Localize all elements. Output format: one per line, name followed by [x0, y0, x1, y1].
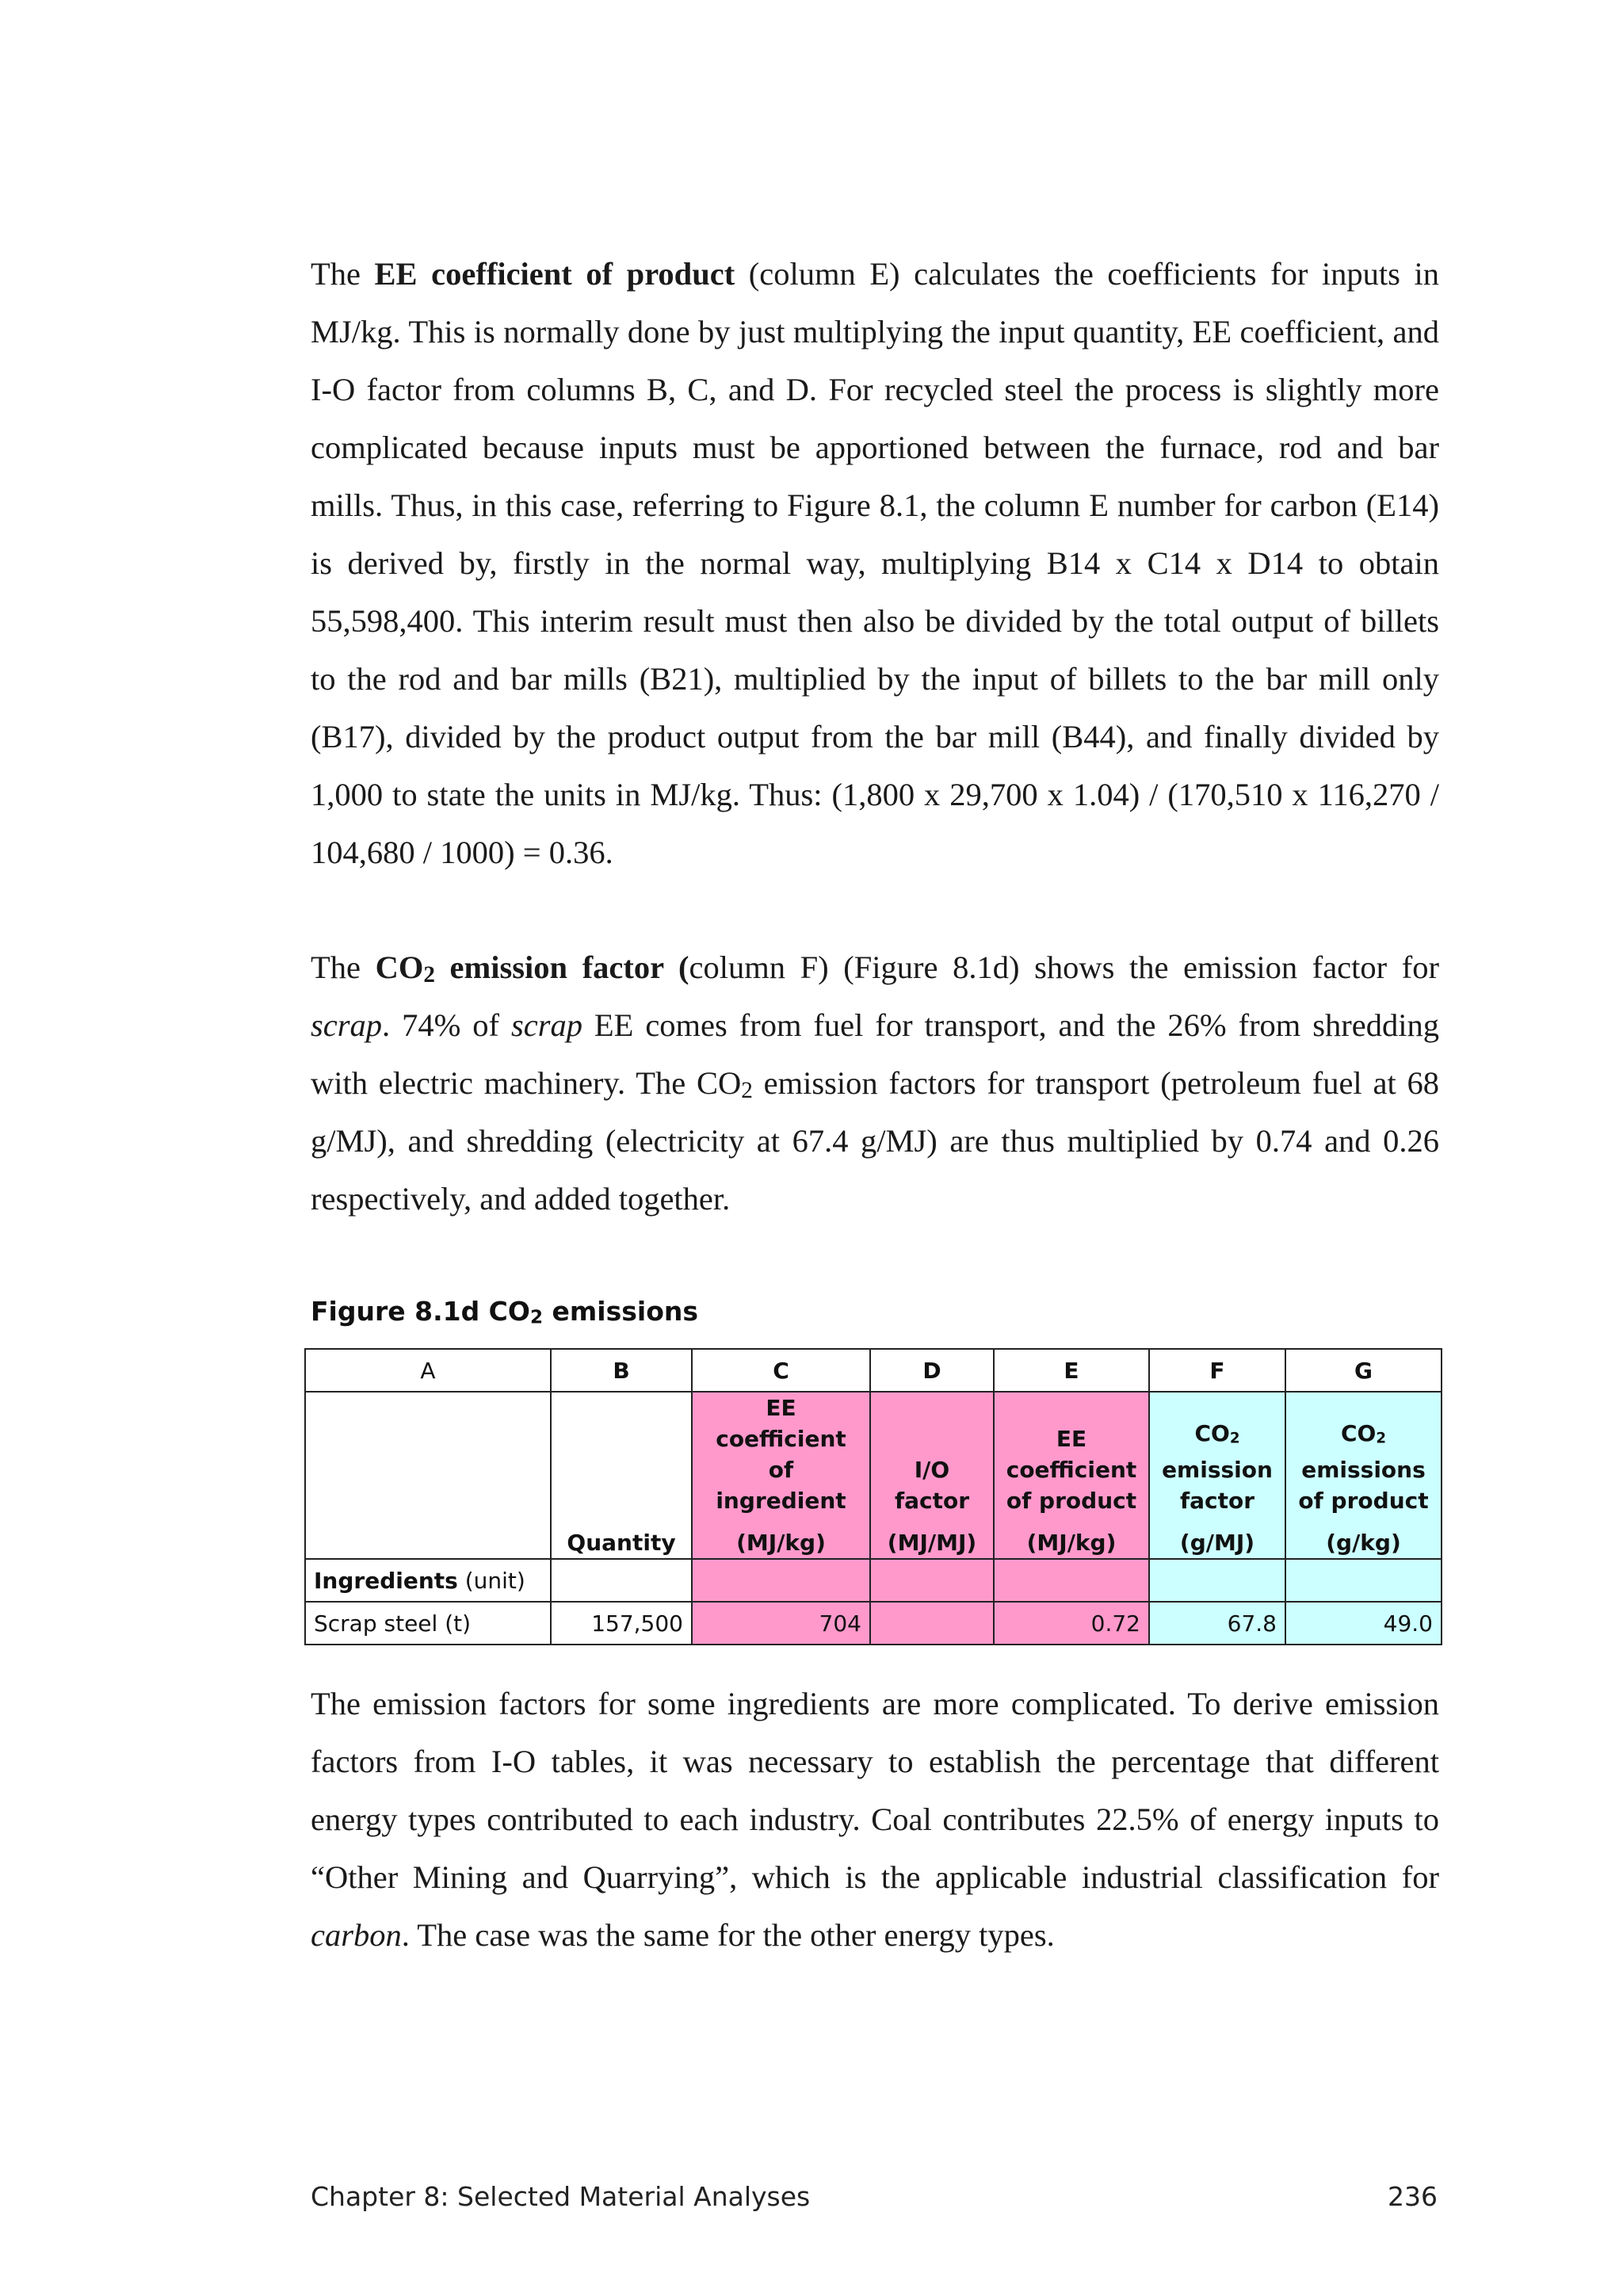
io-factor-cell: [870, 1602, 994, 1645]
italic-term: carbon: [311, 1917, 402, 1953]
column-letter: A: [305, 1349, 551, 1392]
co2-factor-cell: 67.8: [1149, 1602, 1285, 1645]
subscript: 2: [1229, 1431, 1240, 1447]
footer-chapter: Chapter 8: Selected Material Analyses: [311, 2181, 811, 2212]
text-span: emissions: [543, 1296, 699, 1327]
header-unit: (g/MJ): [1179, 1530, 1255, 1556]
table-cell: [692, 1559, 870, 1602]
bold-term: [375, 949, 689, 988]
header-unit: (MJ/kg): [1026, 1530, 1117, 1556]
column-letter-row: [305, 1349, 1442, 1392]
text-span: (column E) calculates the coefficients for inputs in MJ/kg. This is normally done by just multiplying the input quantity, EE coefficient, and I-O factor from columns B, C, and D. For recycled steel the process is slightly more complicated because inputs must be apportioned between the furnace, rod and bar mills. Thus, in this case, referring to Figure 8.1, the column E number for carbon (E14) is derived by, firstly in the normal way, multiplying B14 x C14 x D14 to obtain 55,598,400. This interim result must then also be divided by the total output of billets to the rod and bar mills (B21), multiplied by the input of billets to the bar mill only (B17), divided by the product output from the bar mill (B44), and finally divided by 1,000 to state the units in MJ/kg. Thus: (1,800 x 29,700 x 1.04) / (170,510 x 116,270 / 104,680 / 1000) = 0.36.: [311, 256, 1439, 870]
section-label-bold: Ingredients: [314, 1567, 458, 1594]
text-span: Figure 8.1d CO: [311, 1296, 530, 1327]
table-cell: [1149, 1559, 1285, 1602]
column-letter: C: [692, 1349, 870, 1392]
text-span: . 74% of: [382, 1007, 511, 1043]
paragraph-ee-coefficient: [311, 245, 1439, 881]
column-letter: B: [551, 1349, 692, 1392]
header-io-factor: [870, 1392, 994, 1559]
text-span: The: [311, 256, 375, 292]
subscript: 2: [529, 1307, 544, 1328]
text-span: emission factors for transport (petroleum fuel at 68 g/MJ), and shredding (electricity at 67.4 g/MJ) are thus multiplied by 0.74 and 0.26 respectively, and added together.: [311, 1065, 1439, 1217]
header-unit: (MJ/kg): [736, 1530, 826, 1556]
text-span: . The case was the same for the other energy types.: [401, 1917, 1055, 1953]
header-label: EE coefficient of ingredient: [716, 1395, 846, 1514]
ee-product-cell: 0.72: [994, 1602, 1149, 1645]
header-label: EE coefficient of product: [1006, 1426, 1137, 1514]
header-quantity: [551, 1392, 692, 1559]
column-letter: E: [994, 1349, 1149, 1392]
header-label: emission factor: [1162, 1457, 1273, 1514]
ee-ingredient-cell: 704: [692, 1602, 870, 1645]
column-letter: F: [1149, 1349, 1285, 1392]
paragraph-emission-factors: [311, 1675, 1439, 1964]
table-cell: [870, 1559, 994, 1602]
figure-title: [311, 1294, 698, 1329]
header-label: CO: [1194, 1420, 1230, 1447]
header-label: emissions of product: [1298, 1457, 1429, 1514]
subscript: 2: [741, 1078, 753, 1104]
header-row: [305, 1392, 1442, 1559]
header-ee-coefficient-ingredient: [692, 1392, 870, 1559]
text-span: The: [311, 949, 376, 985]
section-row-ingredients: [305, 1559, 1442, 1602]
subscript: 2: [1376, 1431, 1386, 1447]
column-letter: G: [1285, 1349, 1442, 1392]
text-span: EE comes from fuel for transport, and the 26% from shredding with electric machinery. The CO: [311, 1007, 1439, 1101]
table-cell: [1285, 1559, 1442, 1602]
quantity-cell: 157,500: [551, 1602, 692, 1645]
header-label: I/O factor: [894, 1457, 970, 1514]
co2-emissions-table: [304, 1348, 1442, 1645]
header-unit: (g/kg): [1326, 1530, 1401, 1556]
co2-product-cell: 49.0: [1285, 1602, 1442, 1645]
header-label: CO: [1340, 1420, 1377, 1447]
table-cell: [551, 1559, 692, 1602]
subscript: 2: [423, 962, 435, 988]
italic-term: scrap: [311, 1007, 382, 1043]
table-row: [305, 1602, 1442, 1645]
paragraph-co2-emission-factor: [311, 938, 1439, 1228]
text-span: emission factor (: [434, 949, 689, 985]
column-letter: D: [870, 1349, 994, 1392]
italic-term: scrap: [510, 1007, 582, 1043]
header-co2-emissions-product: [1285, 1392, 1442, 1559]
table-cell: [994, 1559, 1149, 1602]
header-ee-coefficient-product: [994, 1392, 1149, 1559]
section-label: [305, 1559, 551, 1602]
text-span: column F) (Figure 8.1d) shows the emission factor for: [689, 949, 1439, 985]
header-cell-empty: [305, 1392, 551, 1559]
header-unit: Quantity: [567, 1530, 676, 1556]
bold-term: EE coefficient of product: [374, 256, 735, 292]
footer-page-number: 236: [1388, 2181, 1438, 2212]
section-label-unit: (unit): [457, 1567, 525, 1594]
ingredient-name: Scrap steel (t): [305, 1602, 551, 1645]
text-span: CO: [375, 949, 424, 985]
header-co2-emission-factor: [1149, 1392, 1285, 1559]
text-span: The emission factors for some ingredients are more complicated. To derive emission factors from I-O tables, it was necessary to establish the percentage that different energy types contributed to each industry. Coal contributes 22.5% of energy inputs to “Other Mining and Quarrying”, which is the applicable industrial classification for: [311, 1686, 1439, 1895]
header-unit: (MJ/MJ): [887, 1530, 977, 1556]
